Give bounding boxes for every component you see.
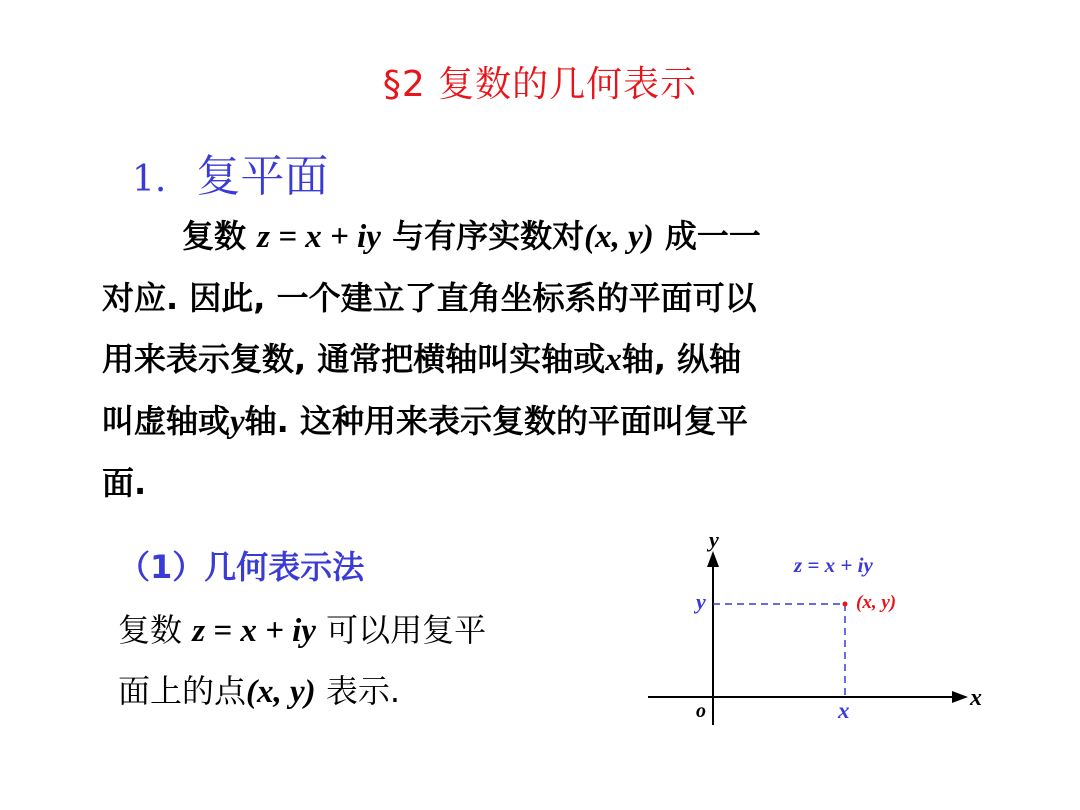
formula-label: z = x + iy (794, 553, 873, 577)
paragraph-line-2: 对应. 因此, 一个建立了直角坐标系的平面可以 (102, 279, 757, 317)
point-marker (843, 602, 848, 607)
x-axis-arrow-icon (952, 691, 968, 703)
description-line-1 (118, 600, 638, 661)
var-x: x (605, 342, 622, 378)
text-fragment: 轴. 这种用来表示复数的平面叫复平 (244, 402, 748, 440)
paragraph-line-1 (102, 206, 972, 268)
x-tick-label: x (838, 698, 850, 723)
paragraph-line-5: 面. (102, 464, 147, 502)
description-line-2 (118, 661, 638, 722)
formula-z: z = x + iy (257, 219, 381, 255)
section-label: 复平面 (196, 151, 329, 202)
paragraph-line-3 (102, 329, 972, 391)
text-fragment: 复数 (182, 217, 247, 255)
paragraph-line-4 (102, 391, 972, 453)
text-fragment: 叫虚轴或 (102, 402, 231, 440)
section-number: 1. (132, 159, 167, 200)
point-label: (x, y) (856, 592, 897, 613)
ordered-pair: (x, y) (584, 219, 654, 255)
y-axis-arrow-icon (707, 551, 719, 567)
complex-plane-svg (640, 525, 1000, 735)
subsection-heading: （1）几何表示法 (118, 548, 365, 586)
text-fragment: 成一一 (664, 217, 761, 255)
text-fragment: 面上的点 (118, 672, 247, 710)
formula-z: z = x + iy (192, 613, 316, 649)
y-tick-label: y (696, 589, 706, 614)
text-fragment: 可以用复平 (326, 611, 487, 649)
complex-plane-diagram (640, 525, 1000, 735)
description-paragraph (118, 600, 638, 722)
var-y: y (230, 404, 245, 440)
text-fragment: 表示. (325, 672, 401, 710)
x-axis-label: x (970, 685, 982, 711)
text-fragment: 复数 (118, 611, 183, 649)
ordered-pair: (x, y) (246, 674, 316, 710)
y-axis-label: y (709, 527, 719, 552)
section-heading (132, 140, 328, 204)
text-fragment: 与有序实数对 (392, 217, 585, 255)
text-fragment: 用来表示复数, 通常把横轴叫实轴或 (102, 340, 606, 378)
text-fragment: 轴, 纵轴 (621, 340, 742, 378)
slide-title: §2 复数的几何表示 (382, 64, 698, 105)
origin-label: o (696, 700, 706, 722)
definition-paragraph (102, 206, 972, 514)
